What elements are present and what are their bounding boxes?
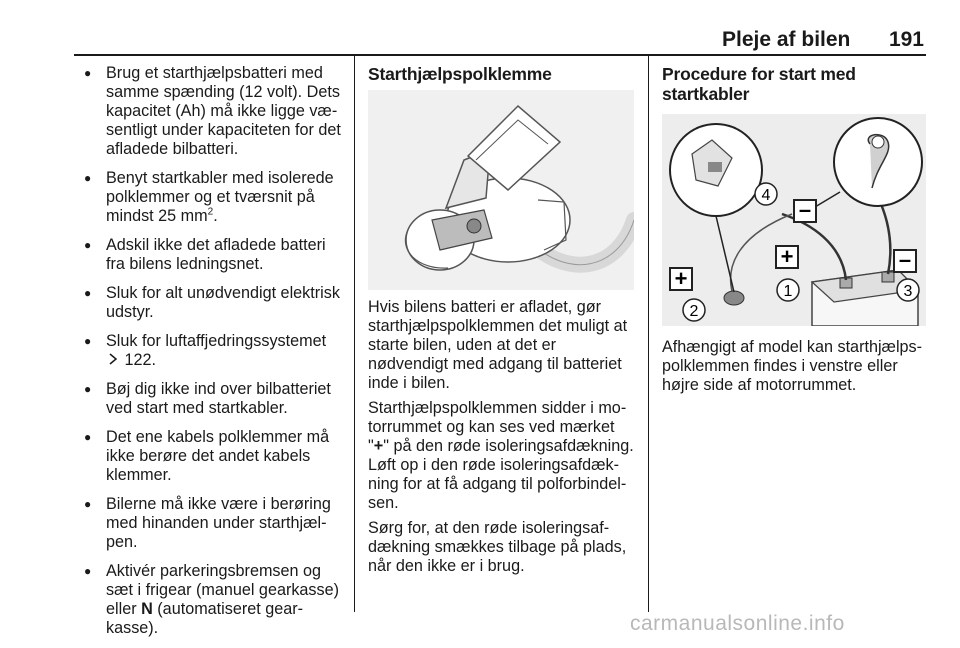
- page-number: 191: [888, 28, 924, 51]
- callout-2: 2: [689, 303, 699, 320]
- list-item: ● Det ene kabels polklemmer må ikke berøre det andet kabels klemmer.: [80, 428, 342, 485]
- section-heading: Procedure for start med startkabler: [662, 64, 856, 104]
- callout-3: 3: [903, 283, 913, 300]
- paragraph: Hvis bilens batteri er afladet, gør starthjælpspolklemmen det muligt at starte bilen, uden at det er nødvendigt med adgang til batteriet inde i bilen.: [368, 298, 628, 392]
- header-rule: [74, 54, 926, 56]
- page-header-title: Pleje af bilen: [722, 28, 851, 51]
- column-3: [662, 64, 928, 401]
- list-item: ● Adskil ikke det afladede batteri fra bilens ledningsnet.: [80, 236, 342, 274]
- minus-label: –: [898, 247, 912, 272]
- list-item: ● Sluk for alt unødvendigt elektrisk udstyr.: [80, 284, 342, 322]
- page-reference-icon: [106, 351, 120, 370]
- list-item: ● Aktivér parkeringsbremsen og sæt i frigear (manuel gearkasse) eller N (automatiseret gearkasse).: [80, 562, 342, 638]
- plus-label: +: [674, 266, 688, 291]
- page-reference-link[interactable]: 122.: [124, 351, 157, 369]
- list-item: ● Sluk for luftaffjedringssystemet 122.: [80, 332, 342, 370]
- plus-symbol: +: [373, 437, 384, 455]
- column-divider-1: [354, 56, 355, 612]
- callout-4: 4: [761, 187, 771, 204]
- plus-label: +: [780, 244, 794, 269]
- callout-1: 1: [783, 283, 793, 300]
- jump-start-procedure-illustration: [662, 114, 926, 326]
- instruction-list: [80, 64, 342, 638]
- jump-start-terminal-illustration: [368, 90, 634, 290]
- list-item: ● Benyt startkabler med isolerede polklemmer og et tværsnit på mindst 25 $mm^2$.: [80, 169, 342, 226]
- watermark: carmanualsonline.info: [630, 612, 845, 635]
- paragraph: Sørg for, at den røde isoleringsafdækning smækkes tilbage på plads, når den ikke er i brug.: [368, 519, 627, 575]
- superscript: 2: [207, 206, 214, 218]
- list-item: ● Brug et starthjælpsbatteri med samme spænding (12 volt). Dets kapacitet (Ah) må ikke ligge væsentligt under kapaciteten for det afladede bilbatteri.: [80, 64, 342, 159]
- paragraph: Afhængigt af model kan starthjælpspolklemmen findes i venstre eller højre side af motorrummet.: [662, 338, 923, 394]
- column-divider-2: [648, 56, 649, 612]
- minus-label: –: [798, 197, 812, 222]
- column-1: [80, 64, 342, 648]
- section-heading: Starthjælpspolklemme: [368, 64, 552, 84]
- column-2: [368, 64, 634, 582]
- list-item: ● Bilerne må ikke være i berøring med hinanden under starthjælpen.: [80, 495, 342, 552]
- list-item: ● Bøj dig ikke ind over bilbatteriet ved start med startkabler.: [80, 380, 342, 418]
- paragraph: Starthjælpspolklemmen sidder i motorrummet og kan ses ved mærket "+" på den røde isoleringsafdækning. Løft op i den røde isoleringsafdækning for at få adgang til polforbindelsen.: [368, 399, 634, 512]
